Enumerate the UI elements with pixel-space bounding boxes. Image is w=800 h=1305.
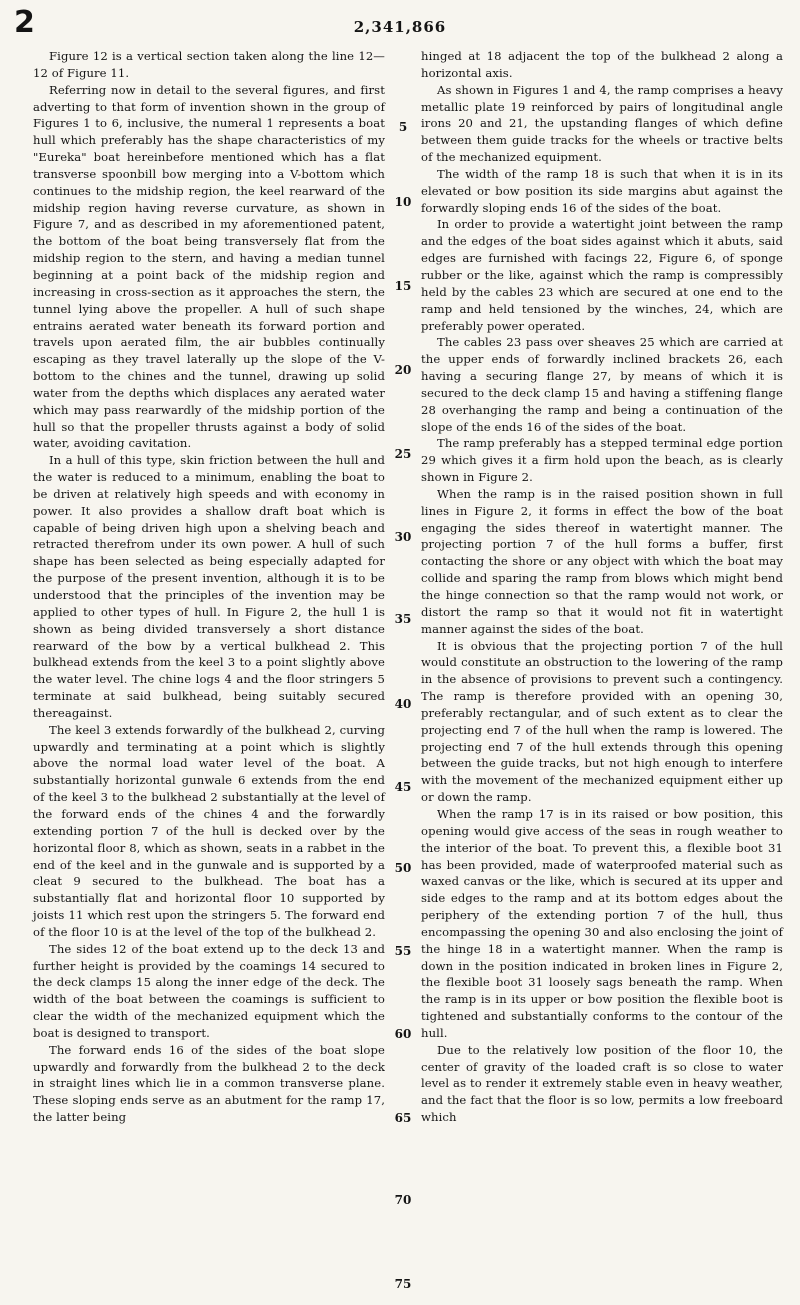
- margin-line-numbers: [388, 0, 418, 1305]
- line-number: 45: [394, 780, 412, 794]
- line-number: 65: [394, 1111, 412, 1125]
- paragraph: When the ramp 17 is in its raised or bow position, this opening would give access of the seas in rough weather to the interior of the boat. To prevent this, a flexible boot 31 has been provided, made of waterproofed material such as waxed canvas or the like, which is secured at its upper and side edges to the ramp and at its bottom edges about the periphery of the extending portion 7 of the hull, thus encompassing the opening 30 and also enclosing the joint of the hinge 18 in a watertight manner. When the ramp is down in the position indicated in broken lines in Figure 2, the flexible boot 31 loosely sags beneath the ramp. When the ramp is in its upper or bow position the flexible boot is tightened and substantially conforms to the contour of the hull.: [421, 806, 783, 1040]
- paragraph: Figure 12 is a vertical section taken along the line 12—12 of Figure 11.: [33, 49, 385, 80]
- line-number: 20: [394, 363, 412, 377]
- line-number: 35: [394, 612, 412, 626]
- paragraph: The width of the ramp 18 is such that when it is in its elevated or bow position its side margins abut against the forwardly sloping ends 16 of the sides of the boat.: [421, 166, 783, 215]
- paragraph: The keel 3 extends forwardly of the bulkhead 2, curving upwardly and terminating at a point which is slightly above the normal load water level of the boat. A substantially horizontal gunwale 6 extends from the end of the keel 3 to the bulkhead 2 substantially at the level of the forward ends of the chines 4 and the forwardly extending portion 7 of the hull is decked over by the horizontal floor 8, which as shown, seats in a rabbet in the end of the keel and in the gunwale and is supported by a cleat 9 secured to the bulkhead. The boat has a substantially flat and horizontal floor 10 supported by joists 11 which rest upon the stringers 5. The forward end of the floor 10 is at the level of the top of the bulkhead 2.: [33, 722, 385, 939]
- line-number: 55: [394, 944, 412, 958]
- paragraph: hinged at 18 adjacent the top of the bulkhead 2 along a horizontal axis.: [421, 49, 783, 80]
- paragraph: In order to provide a watertight joint between the ramp and the edges of the boat sides against which it abuts, said edges are furnished with facings 22, Figure 6, of sponge rubber or the like, against which the ramp is compressibly held by the cables 23 which are secured at one end to the ramp and held tensioned by the winches, 24, which are preferably power operated.: [421, 217, 783, 333]
- page-number: 2: [14, 5, 35, 40]
- line-number: 40: [394, 697, 412, 711]
- line-number: 10: [394, 195, 412, 209]
- line-number: 5: [398, 120, 408, 134]
- line-number: 15: [394, 279, 412, 293]
- left-column: [33, 48, 385, 1126]
- paragraph: The ramp preferably has a stepped terminal edge portion 29 which gives it a firm hold upon the beach, as is clearly shown in Figure 2.: [421, 436, 783, 485]
- paragraph: It is obvious that the projecting portion 7 of the hull would constitute an obstruction to the lowering of the ramp in the absence of provisions to prevent such a contingency. The ramp is therefore provided with an opening 30, preferably rectangular, and of such extent as to clear the projecting end 7 of the hull when the ramp is lowered. The projecting end 7 of the hull extends through this opening between the guide tracks, but not high enough to interfere with the movement of the mechanized equipment either up or down the ramp.: [421, 638, 783, 805]
- patent-number: 2,341,866: [353, 18, 447, 36]
- paragraph: When the ramp is in the raised position shown in full lines in Figure 2, it forms in effect the bow of the boat engaging the sides thereof in watertight manner. The projecting portion 7 of the hull forms a buffer, first contacting the shore or any object with which the boat may collide and sparing the ramp from blows which might bend the hinge connection so that the ramp would not work, or distort the ramp so that it would not fit in watertight manner against the sides of the boat.: [421, 486, 783, 636]
- line-number: 70: [394, 1193, 412, 1207]
- paragraph: Due to the relatively low position of the floor 10, the center of gravity of the loaded craft is so close to water level as to render it extremely stable even in heavy weather, and the fact that the floor is so low, permits a low freeboard which: [421, 1042, 783, 1125]
- line-number: 25: [394, 447, 412, 461]
- paragraph: In a hull of this type, skin friction between the hull and the water is reduced to a minimum, enabling the boat to be driven at relatively high speeds and with economy in power. It also provides a shallow draft boat which is capable of being driven high upon a shelving beach and retracted therefrom under its own power. A hull of such shape has been selected as being especially adapted for the purpose of the present invention, although it is to be understood that the principles of the invention may be applied to other types of hull. In Figure 2, the hull 1 is shown as being divided transversely a short distance rearward of the bow by a vertical bulkhead 2. This bulkhead extends from the keel 3 to a point slightly above the water level. The chine logs 4 and the floor stringers 5 terminate at said bulkhead, being suitably secured thereagainst.: [33, 453, 385, 720]
- paragraph: The forward ends 16 of the sides of the boat slope upwardly and forwardly from the bulkhead 2 to the deck in straight lines which lie in a common transverse plane. These sloping ends serve as an abutment for the ramp 17, the latter being: [33, 1042, 385, 1125]
- line-number: 75: [394, 1277, 412, 1291]
- line-number: 50: [394, 861, 412, 875]
- right-column: [421, 48, 783, 1126]
- paragraph: Referring now in detail to the several figures, and first adverting to that form of invention shown in the group of Figures 1 to 6, inclusive, the numeral 1 represents a boat hull which preferably has the shape characteristics of my "Eureka" boat hereinbefore mentioned which has a flat transverse spoonbill bow merging into a V-bottom which continues to the midship region, the keel rearward of the midship region having reverse curvature, as shown in Figure 7, and as described in my aforementioned patent, the bottom of the boat being transversely flat from the midship region to the stern, and having a median tunnel beginning at a point back of the midship region and increasing in cross-section as it approaches the stern, the tunnel lying above the propeller. A hull of such shape entrains aerated water beneath its forward portion and travels upon aerated film, the air bubbles continually escaping as they travel laterally up the slope of the V-bottom to the chines and the tunnel, drawing up solid water from the depths which displaces any aerated water which may pass rearwardly of the midship portion of the hull so that the propeller thrusts against a body of solid water, avoiding cavitation.: [33, 82, 385, 451]
- paragraph: As shown in Figures 1 and 4, the ramp comprises a heavy metallic plate 19 reinforced by pairs of longitudinal angle irons 20 and 21, the upstanding flanges of which define between them guide tracks for the wheels or tractive belts of the mechanized equipment.: [421, 82, 783, 165]
- paragraph: The sides 12 of the boat extend up to the deck 13 and further height is provided by the coamings 14 secured to the deck clamps 15 along the inner edge of the deck. The width of the boat between the coamings is sufficient to clear the width of the mechanized equipment which the boat is designed to transport.: [33, 941, 385, 1040]
- paragraph: The cables 23 pass over sheaves 25 which are carried at the upper ends of forwardly inclined brackets 26, each having a securing flange 27, by means of which it is secured to the deck clamp 15 and having a stiffening flange 28 overhanging the ramp and being a continuation of the slope of the ends 16 of the sides of the boat.: [421, 335, 783, 434]
- line-number: 30: [394, 530, 412, 544]
- line-number: 60: [394, 1027, 412, 1041]
